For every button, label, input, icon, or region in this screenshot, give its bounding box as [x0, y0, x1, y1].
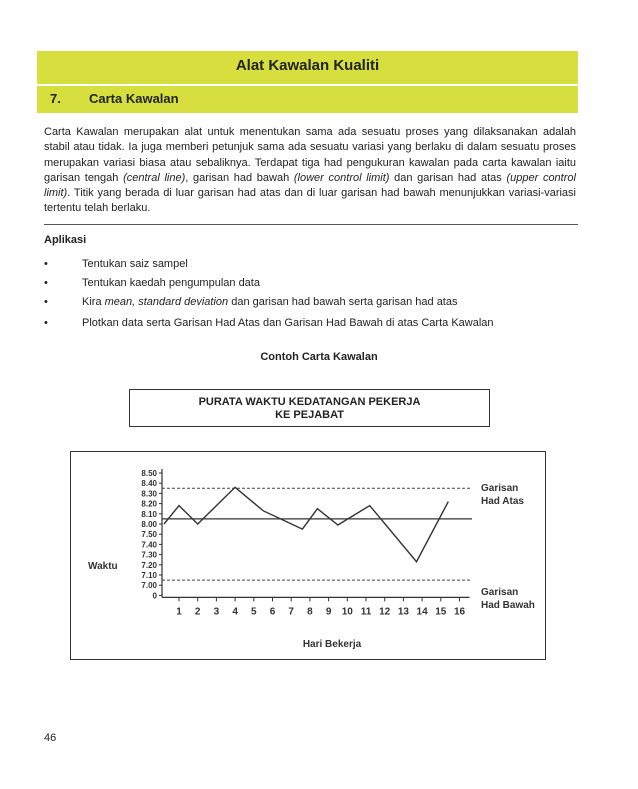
chapter-title: Alat Kawalan Kualiti: [235, 57, 380, 74]
section-header-bar: [37, 86, 578, 113]
description-paragraph: [44, 125, 576, 217]
ucl-label: Had Atas: [481, 496, 524, 507]
y-tick-label: 8.00: [141, 520, 157, 529]
list-item-text: Plotkan data serta Garisan Had Atas dan Garisan Had Bawah di atas Carta Kawalan: [82, 317, 494, 329]
y-tick-label: 7.20: [141, 560, 157, 570]
lcl-label: Had Bawah: [481, 600, 535, 611]
x-tick-label: 1: [176, 606, 182, 618]
x-axis-label: Hari Bekerja: [302, 639, 362, 650]
y-tick-label: 8.50: [141, 469, 157, 478]
x-tick-label: 5: [251, 606, 257, 618]
y-axis-label: Waktu: [88, 561, 118, 572]
x-tick-label: 6: [269, 606, 276, 618]
y-tick-label: 7.00: [141, 581, 157, 591]
bullet-marker: •: [44, 317, 48, 329]
list-item-text: Tentukan kaedah pengumpulan data: [82, 277, 260, 289]
ucl-label: Garisan: [481, 483, 519, 494]
x-tick-label: 10: [341, 606, 353, 618]
lcl-label: Garisan: [481, 587, 519, 598]
chart-title-line: PURATA WAKTU KEDATANGAN PEKERJA: [198, 396, 421, 408]
y-tick-label: 8.10: [141, 509, 157, 519]
series-line: [164, 487, 448, 561]
list-item-text: Tentukan saiz sampel: [82, 258, 188, 270]
chart-title-box: [129, 389, 490, 427]
y-tick-label: 8.40: [141, 479, 157, 489]
x-tick-label: 3: [213, 606, 220, 618]
paragraph-line: merupakan variasi biasa atau sebaliknya. Terdapat tiga had pengukuran kawalan pada carta kawalan: [44, 156, 552, 169]
chart-title-line: KE PEJABAT: [275, 409, 344, 421]
control-chart: [70, 451, 546, 660]
section-title: Carta Kawalan: [89, 91, 179, 106]
y-tick-label: 7.30: [141, 550, 157, 560]
paragraph-line: variasi-variasi tertentu telah berlaku.: [44, 187, 576, 215]
paragraph-line: control limit). Titik yang berada di luar garisan had atas dan di luar garisan had bawah menunjukkan: [44, 171, 576, 200]
y-tick-label: 7.10: [141, 571, 157, 580]
y-tick-label: 0: [152, 591, 157, 601]
y-tick-label: 7.40: [141, 540, 157, 550]
section-divider: [44, 224, 578, 225]
chapter-header-bar: [37, 51, 578, 84]
y-tick-label: 8.20: [141, 499, 157, 509]
x-tick-label: 15: [435, 606, 447, 618]
list-item-text: Kira mean, standard deviation dan garisan had bawah serta garisan had atas: [82, 296, 458, 308]
paragraph-line: Carta Kawalan merupakan alat untuk menentukan sama ada sesuatu proses yang dilaksanakan adalah: [44, 126, 576, 138]
y-tick-label: 7.50: [141, 530, 157, 540]
section-number: 7.: [50, 91, 61, 106]
x-tick-label: 13: [397, 606, 409, 618]
x-tick-label: 2: [194, 606, 201, 618]
x-tick-label: 11: [360, 606, 372, 618]
aplikasi-heading: Aplikasi: [44, 234, 87, 246]
paragraph-line: iaitu garisan tengah (central line), garisan had bawah (lower control limit) dan garisan had atas (upper: [44, 156, 576, 184]
paragraph-line: stabil atau tidak. Ia juga memberi petunjuk sama ada sesuatu variasi yang berlaku di dalam sesuatu proses: [44, 141, 576, 154]
x-tick-label: 7: [288, 606, 294, 618]
y-tick-label: 8.30: [141, 489, 157, 499]
x-tick-label: 8: [307, 606, 313, 618]
x-tick-label: 9: [325, 606, 332, 618]
x-tick-label: 4: [232, 606, 238, 618]
bullet-marker: •: [44, 296, 48, 308]
x-tick-label: 12: [379, 606, 391, 618]
x-tick-label: 16: [453, 606, 466, 618]
page-number: 46: [44, 732, 57, 744]
bullet-marker: •: [44, 277, 48, 289]
bullet-marker: •: [44, 258, 48, 270]
x-tick-label: 14: [416, 606, 428, 618]
example-caption: Contoh Carta Kawalan: [260, 351, 378, 363]
